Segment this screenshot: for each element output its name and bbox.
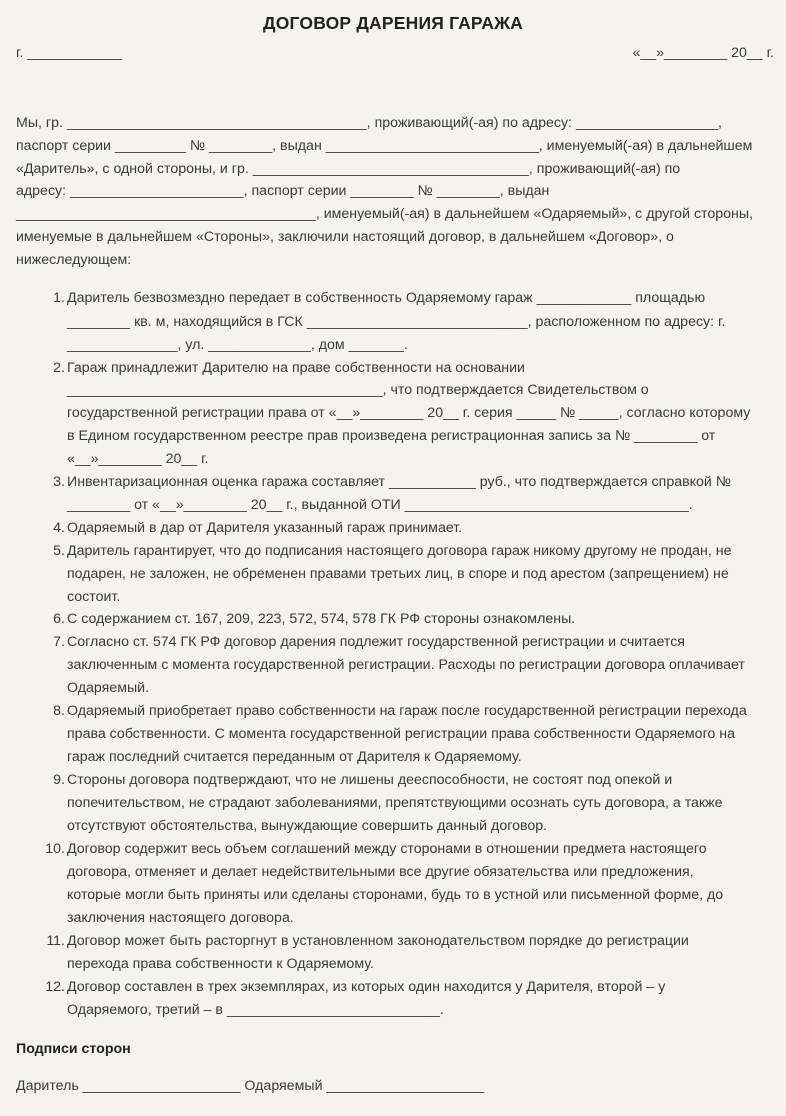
clause-text: Инвентаризационная оценка гаража составляет ___________ руб., что подтверждается справкой № [67, 474, 731, 490]
clause-text: подарен, не заложен, не обременен правами третьих лиц, в споре и под арестом (запрещением) не [67, 566, 729, 582]
clause-text: Договор может быть расторгнут в установленном законодательством порядке до регистрации [67, 933, 689, 949]
clause-text: в Едином государственном реестре прав произведена регистрационная запись за № ________ от [67, 428, 716, 444]
clause-item [32, 360, 525, 376]
clause-text: договора, отменяет и делает недействительными все другие обязательства или предложения, [67, 864, 694, 880]
clause-text: ________ от «__»________ 20__ г., выданной ОТИ ____________________________________. [67, 497, 693, 513]
clause-text: заключенным с момента государственной регистрации. Расходы по регистрации договора оплачивает [67, 657, 745, 673]
clause-number: 10. [45, 841, 65, 857]
clause-text: государственной регистрации права от «__»________ 20__ г. серия _____ № _____, согласно которому [67, 405, 751, 421]
clause-text: ________________________________________, что подтверждается Свидетельством о [67, 382, 649, 398]
clause-item [32, 703, 747, 719]
clause-text: гараж последний считается переданным от Дарителя к Одаряемому. [67, 749, 522, 765]
clause-text: Гараж принадлежит Дарителю на праве собственности на основании [67, 360, 525, 376]
clause-item [32, 841, 707, 857]
clause-item [32, 979, 665, 995]
intro-line: Мы, гр. ______________________________________, проживающий(-ая) по адресу: __________________, [16, 115, 722, 131]
clause-text: Договор составлен в трех экземплярах, из которых один находится у Дарителя, второй – у [67, 979, 666, 995]
clause-item [32, 290, 705, 306]
clause-text: Стороны договора подтверждают, что не лишены дееспособности, не состоят под опекой и [67, 772, 673, 788]
clause-number: 4. [53, 520, 65, 536]
signatures-title: Подписи сторон [16, 1041, 131, 1057]
clause-text: отсутствуют обстоятельства, вынуждающие совершить данный договор. [67, 818, 548, 834]
intro-line: ______________________________________, именуемый(-ая) в дальнейшем «Одаряемый», с другой стороны, [16, 206, 754, 222]
clause-number: 12. [45, 979, 65, 995]
date-field: «__»________ 20__ г. [632, 45, 774, 61]
clause-item [32, 520, 462, 536]
clause-text: перехода права собственности к Одаряемому. [67, 956, 374, 972]
clause-item [32, 933, 689, 949]
document-title: ДОГОВОР ДАРЕНИЯ ГАРАЖА [263, 13, 523, 33]
intro-line: «Даритель», с одной стороны, и гр. ___________________________________, проживающий(-ая) по [16, 161, 681, 177]
clause-number: 1. [53, 290, 65, 306]
clause-item [32, 611, 575, 627]
clause-item [32, 634, 685, 650]
clause-text: «__»________ 20__ г. [67, 451, 209, 467]
clause-item [32, 474, 731, 490]
clause-text: заключения настоящего договора. [67, 910, 294, 926]
clause-number: 7. [53, 634, 65, 650]
clause-text: состоит. [67, 589, 121, 605]
city-field: г. ____________ [16, 45, 123, 61]
clause-number: 8. [53, 703, 65, 719]
clause-text: С содержанием ст. 167, 209, 223, 572, 574, 578 ГК РФ стороны ознакомлены. [67, 611, 576, 627]
clause-text: права собственности. С момента государственной регистрации права собственности Одаряемого на [67, 726, 735, 742]
clause-text: Одаряемый. [67, 680, 150, 696]
clause-number: 6. [53, 611, 65, 627]
clause-item [32, 543, 731, 559]
clause-text: Даритель безвозмездно передает в собственность Одаряемому гараж ____________ площадью [67, 290, 706, 306]
clause-number: 3. [53, 474, 65, 490]
clause-text: которые могли быть приняты или сделаны сторонами, будь то в устной или письменной форме, до [67, 887, 724, 903]
clause-text: Даритель гарантирует, что до подписания настоящего договора гараж никому другому не продан, не [67, 543, 732, 559]
clause-text: Согласно ст. 574 ГК РФ договор дарения подлежит государственной регистрации и считается [67, 634, 685, 650]
clause-item [32, 772, 672, 788]
clause-number: 2. [53, 360, 65, 376]
clause-number: 5. [53, 543, 65, 559]
signatures-line: Даритель ____________________ Одаряемый ____________________ [16, 1078, 485, 1094]
clause-number: 11. [46, 933, 65, 949]
clause-text: попечительством, не страдают заболеваниями, препятствующими осознать суть договора, а также [67, 795, 723, 811]
clause-text: Одаряемый в дар от Дарителя указанный гараж принимает. [67, 520, 463, 536]
clause-text: Договор содержит весь объем соглашений между сторонами в отношении предмета настоящего [67, 841, 707, 857]
intro-line: именуемые в дальнейшем «Стороны», заключили настоящий договор, в дальнейшем «Договор», о [16, 229, 674, 245]
clause-number: 9. [53, 772, 65, 788]
clause-text: Одаряемый приобретает право собственности на гараж после государственной регистрации перехода [67, 703, 747, 719]
place-date-row [16, 45, 774, 65]
clause-text: Одаряемого, третий – в ___________________________. [67, 1002, 444, 1018]
intro-line: паспорт серии _________ № ________, выдан ___________________________, именуемый(-ая) в дальнейшем [16, 138, 753, 154]
clause-text: ________ кв. м, находящийся в ГСК ____________________________, расположенном по адресу: г. [67, 314, 726, 330]
clause-text: ______________, ул. _____________, дом _______. [67, 337, 408, 353]
intro-line: адресу: ______________________, паспорт серии ________ № ________, выдан [16, 183, 550, 199]
intro-line: нижеследующем: [16, 252, 132, 268]
